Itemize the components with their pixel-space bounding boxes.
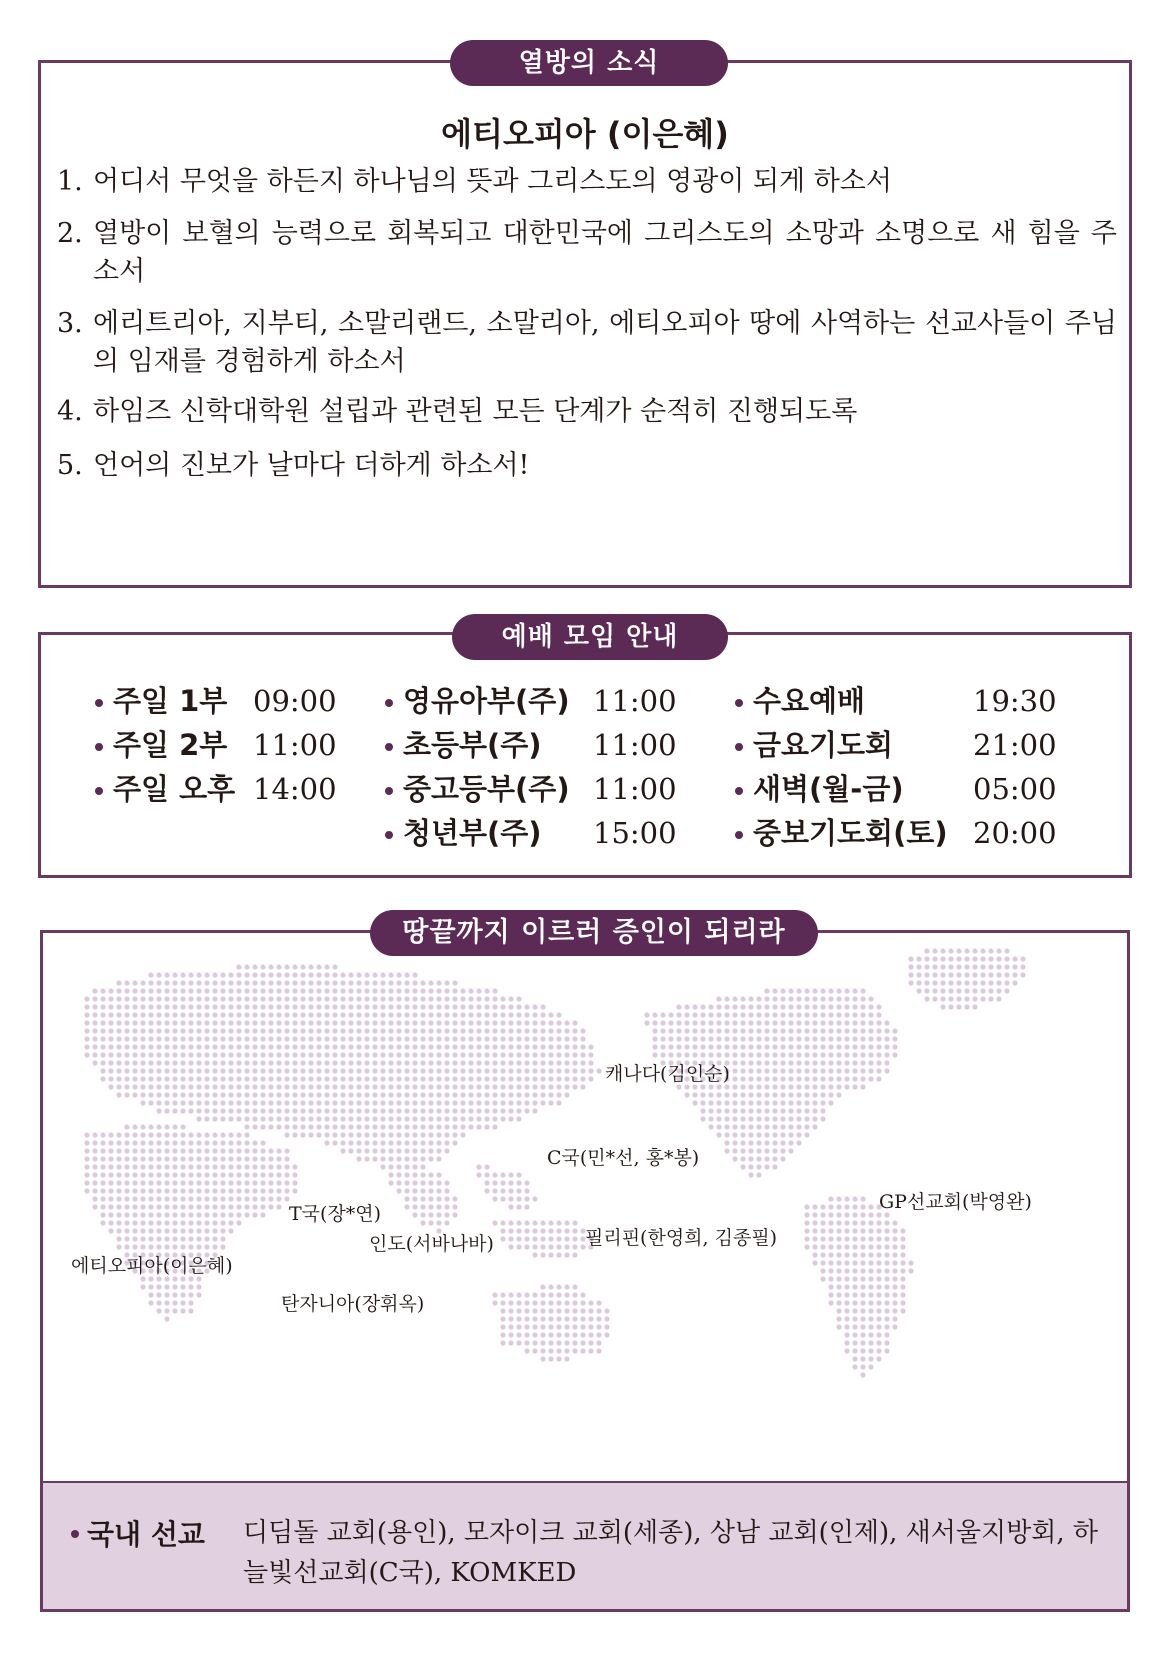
bullet-icon <box>95 787 103 795</box>
news-header: 열방의 소식 <box>450 40 728 86</box>
prayer-text: 언어의 진보가 날마다 더하게 하소서! <box>93 450 530 481</box>
worship-label: 중보기도회(토) <box>753 816 948 850</box>
worship-time: 21:00 <box>973 728 1057 762</box>
mission-box <box>40 930 1130 1612</box>
worship-item <box>95 769 337 809</box>
worship-item <box>385 769 677 809</box>
worship-time: 09:00 <box>253 684 337 718</box>
worship-item <box>735 681 1057 721</box>
worship-item <box>385 725 677 765</box>
prayer-number: 5. <box>57 450 83 481</box>
worship-label: 금요기도회 <box>753 728 894 762</box>
map-label-philippines: 필리핀(한영희, 김종필) <box>585 1227 778 1249</box>
prayer-number: 3. <box>57 308 83 339</box>
worship-time: 11:00 <box>593 684 677 718</box>
bullet-icon <box>385 831 393 839</box>
domestic-mission-panel <box>43 1481 1127 1609</box>
worship-item <box>385 813 677 853</box>
worship-item <box>735 769 1057 809</box>
worship-time: 11:00 <box>593 728 677 762</box>
prayer-item-3 <box>57 305 1117 381</box>
worship-time: 05:00 <box>973 772 1057 806</box>
worship-label: 주일 오후 <box>113 772 236 806</box>
worship-item <box>385 681 677 721</box>
worship-label: 주일 1부 <box>113 684 228 718</box>
worship-time: 14:00 <box>253 772 337 806</box>
prayer-text: 열방이 보혈의 능력으로 회복되고 대한민국에 그리스도의 소망과 소명으로 새 힘을 주소서 <box>93 218 1117 287</box>
worship-label: 중고등부(주) <box>403 772 570 806</box>
worship-label: 청년부(주) <box>403 816 542 850</box>
worship-label: 수요예배 <box>753 684 866 718</box>
prayer-item-4 <box>57 393 1117 431</box>
bullet-icon <box>385 787 393 795</box>
prayer-text: 하임즈 신학대학원 설립과 관련된 모든 단계가 순적히 진행되도록 <box>93 396 858 427</box>
prayer-item-5 <box>57 447 1117 485</box>
worship-item <box>95 681 337 721</box>
map-label-t-country: T국(장*연) <box>289 1203 382 1225</box>
bullet-icon <box>95 699 103 707</box>
bullet-icon <box>71 1530 79 1538</box>
worship-box <box>38 632 1132 878</box>
bullet-icon <box>95 743 103 751</box>
prayer-item-1 <box>57 163 1117 201</box>
map-label-gp: GP선교회(박영완) <box>879 1191 1032 1213</box>
map-label-tanzania: 탄자니아(장휘옥) <box>281 1293 425 1315</box>
map-label-canada: 캐나다(김인순) <box>605 1063 730 1085</box>
domestic-label: 국내 선교 <box>87 1518 205 1551</box>
bullet-icon <box>735 699 743 707</box>
prayer-text: 어디서 무엇을 하든지 하나님의 뜻과 그리스도의 영광이 되게 하소서 <box>93 166 892 197</box>
worship-label: 초등부(주) <box>403 728 542 762</box>
news-title: 에티오피아 (이은혜) <box>441 115 729 153</box>
bullet-icon <box>735 831 743 839</box>
bullet-icon <box>735 743 743 751</box>
worship-label: 영유아부(주) <box>403 684 570 718</box>
mission-header: 땅끝까지 이르러 증인이 되리라 <box>370 910 818 956</box>
map-label-india: 인도(서바나바) <box>369 1233 494 1255</box>
prayer-number: 4. <box>57 396 83 427</box>
domestic-text: 디딤돌 교회(용인), 모자이크 교회(세종), 상남 교회(인제), 새서울지방회, 하늘빛선교회(C국), KOMKED <box>243 1518 1099 1588</box>
prayer-item-2 <box>57 215 1117 291</box>
worship-time: 11:00 <box>253 728 337 762</box>
worship-item <box>735 725 1057 765</box>
prayer-text: 에리트리아, 지부티, 소말리랜드, 소말리아, 에티오피아 땅에 사역하는 선교사들이 주님의 임재를 경험하게 하소서 <box>93 308 1117 377</box>
worship-time: 20:00 <box>973 816 1057 850</box>
worship-time: 11:00 <box>593 772 677 806</box>
worship-label: 새벽(월-금) <box>753 772 904 806</box>
bullet-icon <box>385 743 393 751</box>
worship-header: 예배 모임 안내 <box>452 614 728 660</box>
worship-item <box>735 813 1057 853</box>
bullet-icon <box>385 699 393 707</box>
prayer-number: 1. <box>57 166 83 197</box>
worship-item <box>95 725 337 765</box>
bullet-icon <box>735 787 743 795</box>
prayer-number: 2. <box>57 218 83 249</box>
worship-time: 15:00 <box>593 816 677 850</box>
worship-time: 19:30 <box>973 684 1057 718</box>
map-label-ethiopia: 에티오피아(이은혜) <box>71 1255 233 1277</box>
map-label-c-country: C국(민*선, 홍*봉) <box>547 1147 700 1169</box>
news-box <box>38 60 1132 588</box>
worship-label: 주일 2부 <box>113 728 228 762</box>
